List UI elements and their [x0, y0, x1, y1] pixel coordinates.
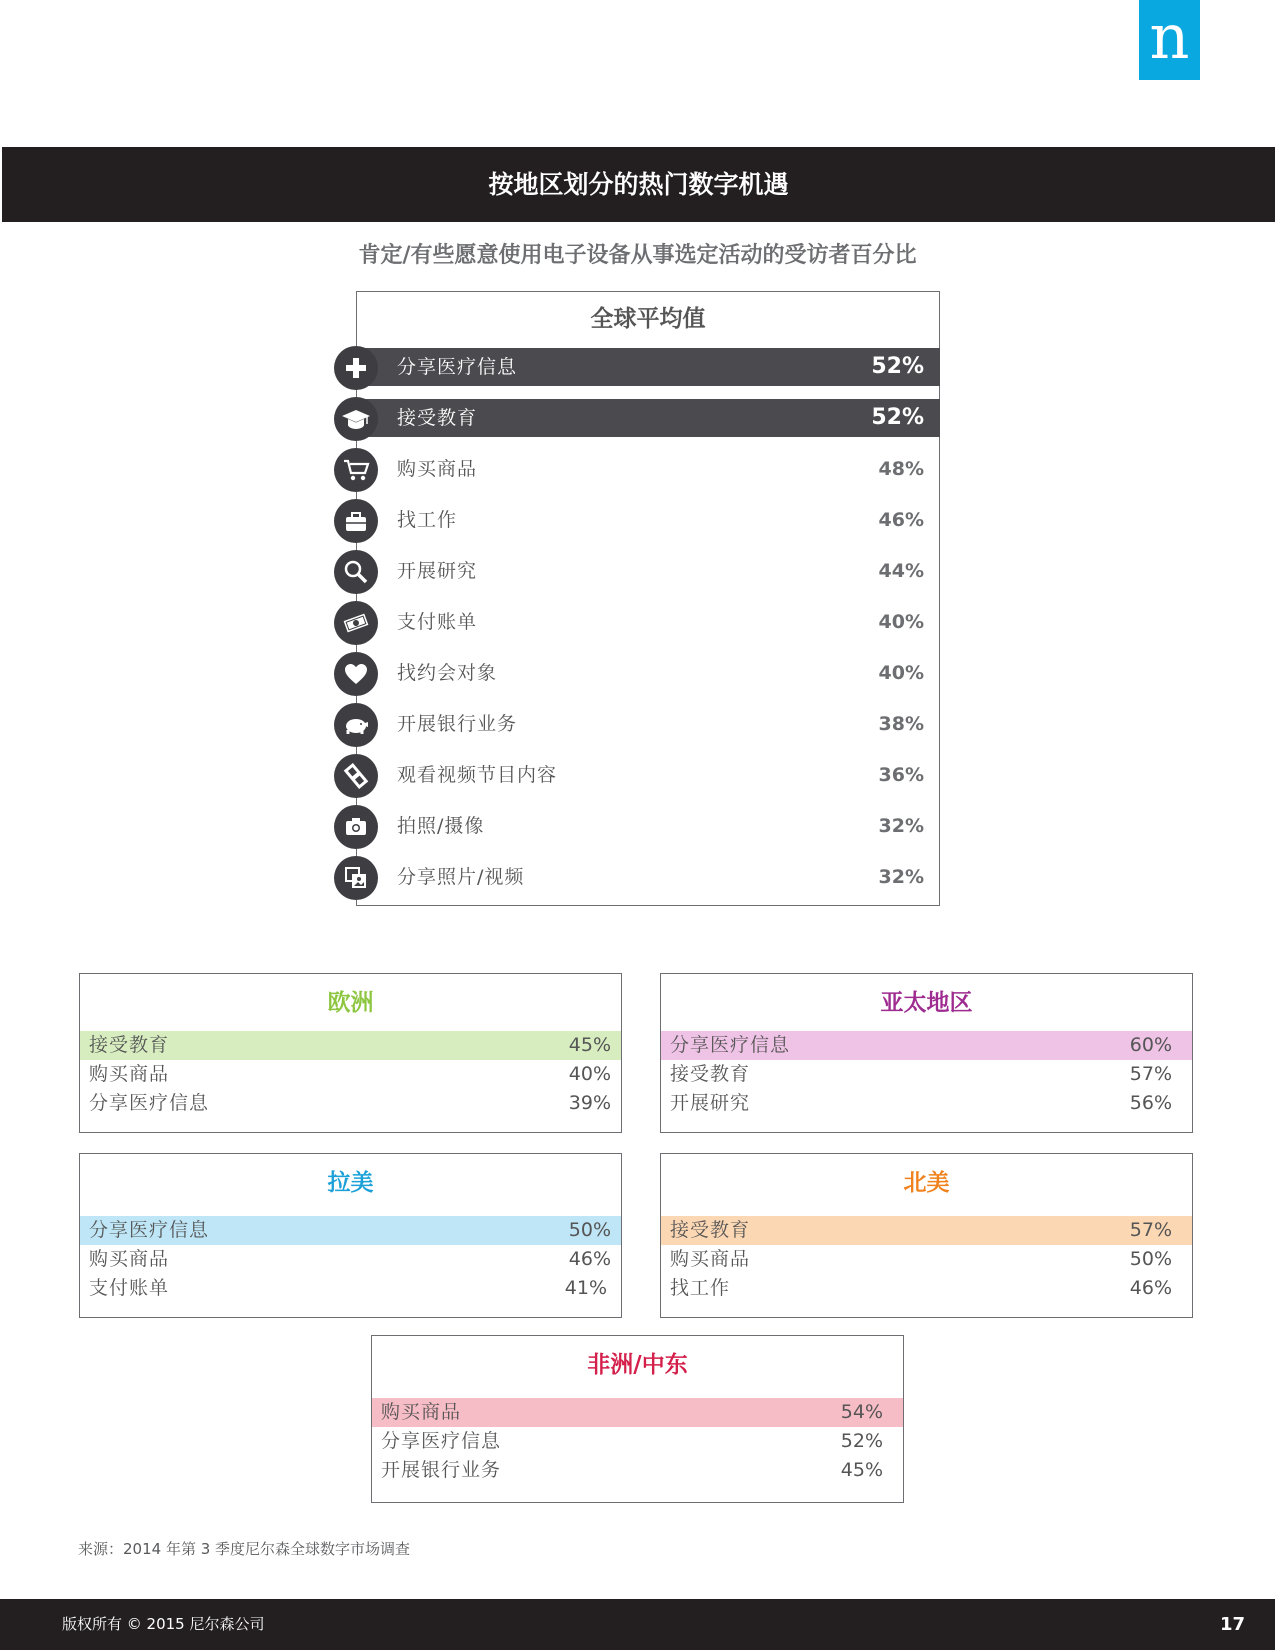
row-value: 48%	[878, 458, 924, 480]
region-namerica-panel	[660, 1153, 1193, 1318]
row-label: 分享医疗信息	[89, 1219, 210, 1241]
region-title: 非洲/中东	[587, 1352, 688, 1378]
row-value: 44%	[878, 560, 924, 582]
row-label: 购买商品	[670, 1248, 751, 1270]
copyright-text: 版权所有 © 2015 尼尔森公司	[62, 1615, 265, 1633]
row-value: 57%	[1129, 1219, 1172, 1241]
magnifier-icon	[334, 550, 378, 594]
row-value: 52%	[840, 1430, 883, 1452]
region-row	[80, 1245, 621, 1274]
row-value: 50%	[1129, 1248, 1172, 1270]
row-label: 支付账单	[397, 611, 478, 633]
medical-plus-icon	[334, 346, 378, 390]
page-banner	[2, 147, 1275, 222]
row-value: 39%	[568, 1092, 611, 1114]
row-label: 接受教育	[89, 1034, 170, 1056]
region-title: 北美	[903, 1170, 950, 1196]
row-value: 45%	[840, 1459, 883, 1481]
row-label: 购买商品	[89, 1248, 170, 1270]
row-label: 分享医疗信息	[670, 1034, 791, 1056]
row-label: 分享医疗信息	[397, 356, 518, 378]
row-label: 分享照片/视频	[397, 866, 525, 888]
region-row	[80, 1060, 621, 1089]
region-row	[661, 1245, 1192, 1274]
row-label: 支付账单	[89, 1277, 170, 1299]
row-label: 购买商品	[89, 1063, 170, 1085]
region-row-highlight	[80, 1031, 621, 1060]
global-row	[334, 702, 940, 748]
row-label: 购买商品	[397, 458, 478, 480]
film-strip-icon	[334, 754, 378, 798]
source-note: 来源：2014 年第 3 季度尼尔森全球数字市场调查	[78, 1540, 411, 1558]
region-row	[661, 1274, 1192, 1303]
page-number: 17	[1219, 1614, 1245, 1635]
row-label: 找工作	[670, 1277, 731, 1299]
region-title: 欧洲	[327, 990, 374, 1016]
region-row-highlight	[661, 1216, 1192, 1245]
row-label: 拍照/摄像	[397, 815, 485, 837]
region-latam-panel	[79, 1153, 622, 1318]
row-value: 56%	[1129, 1092, 1172, 1114]
global-row	[334, 855, 940, 901]
nielsen-logo: n	[1139, 0, 1200, 80]
global-row	[334, 498, 940, 544]
row-value: 40%	[568, 1063, 611, 1085]
row-value: 45%	[568, 1034, 611, 1056]
region-row	[80, 1089, 621, 1118]
briefcase-icon	[334, 499, 378, 543]
row-value: 52%	[871, 405, 924, 430]
row-label: 观看视频节目内容	[397, 764, 558, 786]
row-value: 36%	[878, 764, 924, 786]
row-value: 38%	[878, 713, 924, 735]
region-row-highlight	[80, 1216, 621, 1245]
region-europe-panel	[79, 973, 622, 1133]
region-row	[80, 1274, 621, 1303]
chart-subtitle: 肯定/有些愿意使用电子设备从事选定活动的受访者百分比	[358, 243, 917, 268]
region-title: 亚太地区	[880, 990, 973, 1016]
global-row	[334, 600, 940, 646]
row-value: 32%	[878, 815, 924, 837]
row-label: 开展研究	[670, 1092, 751, 1114]
row-label: 分享医疗信息	[381, 1430, 502, 1452]
global-row	[334, 651, 940, 697]
piggy-bank-icon	[334, 703, 378, 747]
row-value: 60%	[1129, 1034, 1172, 1056]
row-label: 找工作	[397, 509, 458, 531]
shopping-cart-icon	[334, 448, 378, 492]
region-row	[372, 1427, 903, 1456]
global-row	[334, 804, 940, 850]
row-value: 32%	[878, 866, 924, 888]
row-label: 开展研究	[397, 560, 478, 582]
row-label: 接受教育	[670, 1063, 751, 1085]
row-value: 40%	[878, 611, 924, 633]
global-row	[334, 345, 940, 391]
row-value: 46%	[568, 1248, 611, 1270]
global-row	[334, 549, 940, 595]
row-label: 接受教育	[397, 407, 478, 429]
photos-icon	[334, 856, 378, 900]
region-row-highlight	[372, 1398, 903, 1427]
global-average-title: 全球平均值	[590, 306, 706, 332]
row-label: 接受教育	[670, 1219, 751, 1241]
region-row	[661, 1089, 1192, 1118]
row-value: 40%	[878, 662, 924, 684]
row-label: 找约会对象	[397, 662, 498, 684]
row-value: 41%	[564, 1277, 607, 1299]
region-mea-panel	[371, 1335, 904, 1503]
camera-icon	[334, 805, 378, 849]
row-label: 购买商品	[381, 1401, 462, 1423]
row-value: 46%	[1129, 1277, 1172, 1299]
region-apac-panel	[660, 973, 1193, 1133]
global-row	[334, 753, 940, 799]
row-label: 开展银行业务	[397, 713, 518, 735]
row-value: 52%	[871, 354, 924, 379]
banner-title: 按地区划分的热门数字机遇	[488, 170, 789, 199]
heart-icon	[334, 652, 378, 696]
region-title: 拉美	[327, 1170, 374, 1196]
row-label: 开展银行业务	[381, 1459, 502, 1481]
row-label: 分享医疗信息	[89, 1092, 210, 1114]
row-value: 46%	[878, 509, 924, 531]
row-value: 57%	[1129, 1063, 1172, 1085]
global-row	[334, 447, 940, 493]
row-value: 54%	[840, 1401, 883, 1423]
region-row	[372, 1456, 903, 1485]
graduation-cap-icon	[334, 397, 378, 441]
region-row	[661, 1060, 1192, 1089]
region-row-highlight	[661, 1031, 1192, 1060]
global-row	[334, 396, 940, 442]
page-footer	[0, 1599, 1275, 1650]
row-value: 50%	[568, 1219, 611, 1241]
money-icon	[334, 601, 378, 645]
